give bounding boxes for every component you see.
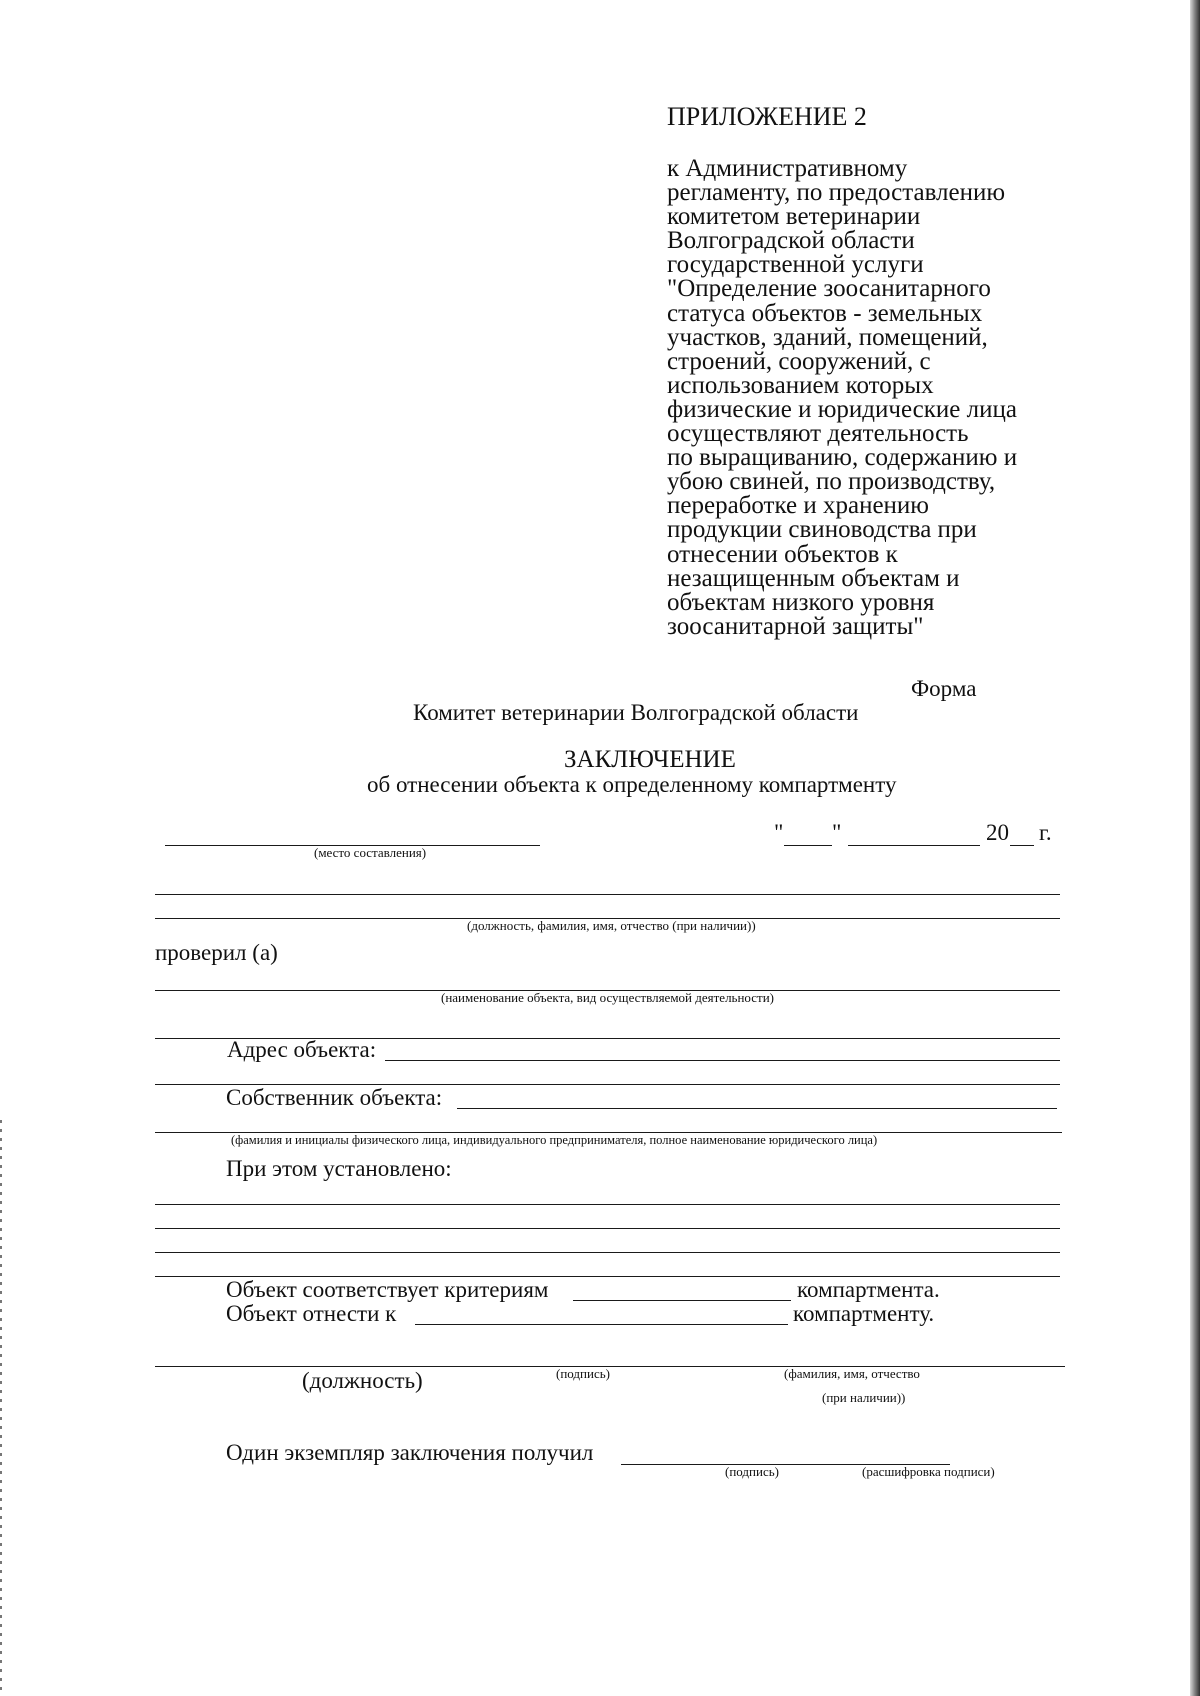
date-year-suffix: г. bbox=[1039, 820, 1052, 845]
appendix-line: регламенту, по предоставлению bbox=[667, 179, 1006, 207]
date-year-prefix: 20 bbox=[986, 820, 1009, 845]
appendix-line: осуществляют деятельность bbox=[667, 420, 969, 448]
appendix-line: к Административному bbox=[667, 155, 908, 182]
appendix-line: комитетом ветеринарии bbox=[667, 203, 921, 231]
appendix-line: зоосанитарной защиты" bbox=[667, 612, 924, 640]
date-quote-open: " bbox=[774, 820, 784, 845]
address-line[interactable] bbox=[385, 1060, 1060, 1061]
appendix-line: Волгоградской области bbox=[667, 227, 915, 255]
criteria-line[interactable] bbox=[573, 1300, 791, 1301]
owner-details-caption: (фамилия и инициалы физического лица, индивидуального предпринимателя, полное наименование юридического лица) bbox=[231, 1133, 878, 1147]
appendix-line: использованием которых bbox=[667, 371, 934, 399]
appendix-line: отнесении объектов к bbox=[667, 540, 898, 568]
appendix-line: государственной услуги bbox=[667, 251, 924, 279]
scan-edge-right bbox=[1190, 0, 1200, 1696]
decoding-caption: (расшифровка подписи) bbox=[862, 1464, 995, 1479]
appendix-line: продукции свиноводства при bbox=[667, 516, 977, 544]
appendix-line: участков, зданий, помещений, bbox=[667, 323, 988, 351]
owner-line[interactable] bbox=[457, 1108, 1057, 1109]
signature-caption: (подпись) bbox=[556, 1366, 610, 1381]
checked-label: проверил (а) bbox=[155, 940, 278, 965]
appendix-line: переработке и хранению bbox=[667, 492, 929, 520]
full-name-caption-2: (при наличии)) bbox=[822, 1390, 906, 1405]
established-label: При этом установлено: bbox=[226, 1156, 452, 1181]
appendix-line: убою свиней, по производству, bbox=[667, 468, 996, 496]
position-name-caption: (должность, фамилия, имя, отчество (при наличии)) bbox=[467, 918, 756, 933]
assign-line[interactable] bbox=[415, 1324, 788, 1325]
scan-edge-left bbox=[0, 1120, 2, 1696]
assign-suffix: компартменту. bbox=[793, 1301, 935, 1326]
object-name-caption: (наименование объекта, вид осуществляемой деятельности) bbox=[441, 990, 774, 1005]
document-subtitle: об отнесении объекта к определенному компартменту bbox=[367, 772, 897, 797]
appendix-line: объектам низкого уровня bbox=[667, 588, 935, 616]
appendix-title: ПРИЛОЖЕНИЕ 2 bbox=[667, 102, 867, 131]
received-signature-caption: (подпись) bbox=[725, 1464, 779, 1479]
committee-name: Комитет ветеринарии Волгоградской области bbox=[413, 700, 859, 725]
appendix-line: по выращиванию, содержанию и bbox=[667, 444, 1018, 472]
appendix-line: "Определение зоосанитарного bbox=[667, 275, 991, 303]
assign-label: Объект отнести к bbox=[226, 1301, 397, 1326]
findings-line-3[interactable] bbox=[155, 1252, 1060, 1253]
appendix-line: незащищенным объектам и bbox=[667, 564, 960, 592]
date-quote-close: " bbox=[832, 820, 842, 845]
findings-line-1[interactable] bbox=[155, 1204, 1060, 1205]
owner-label: Собственник объекта: bbox=[226, 1085, 443, 1110]
place-caption: (место составления) bbox=[314, 845, 427, 860]
signature-row-line[interactable] bbox=[155, 1366, 1065, 1367]
date-day-line[interactable] bbox=[784, 845, 832, 846]
criteria-label: Объект соответствует критериям bbox=[226, 1277, 549, 1302]
received-label: Один экземпляр заключения получил bbox=[226, 1440, 594, 1465]
inspector-line-1[interactable] bbox=[155, 894, 1060, 895]
date-month-line[interactable] bbox=[848, 845, 980, 846]
date-year-line[interactable] bbox=[1010, 845, 1034, 846]
appendix-line: строений, сооружений, с bbox=[667, 347, 931, 375]
appendix-line: физические и юридические лица bbox=[667, 395, 1017, 423]
full-name-caption: (фамилия, имя, отчество bbox=[784, 1366, 920, 1381]
findings-line-2[interactable] bbox=[155, 1228, 1060, 1229]
criteria-suffix: компартмента. bbox=[797, 1277, 940, 1302]
form-label: Форма bbox=[911, 676, 977, 701]
position-label: (должность) bbox=[302, 1368, 423, 1393]
address-label: Адрес объекта: bbox=[227, 1037, 377, 1062]
document-title: ЗАКЛЮЧЕНИЕ bbox=[564, 746, 736, 773]
appendix-line: статуса объектов - земельных bbox=[667, 299, 983, 327]
appendix-text bbox=[667, 157, 1097, 639]
